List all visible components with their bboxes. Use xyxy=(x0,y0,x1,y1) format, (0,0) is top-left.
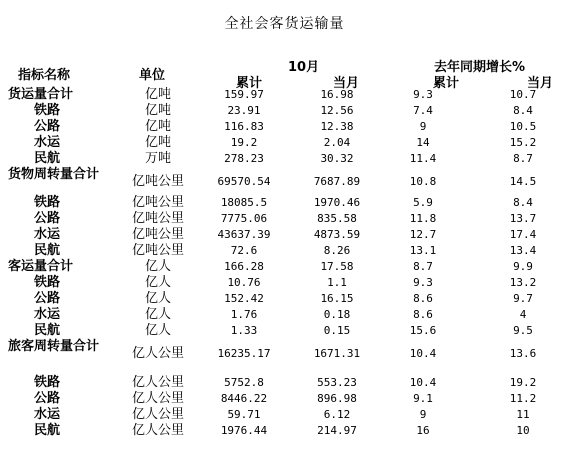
row-value-yoy-month: 8.7 xyxy=(513,152,533,165)
header-cumulative: 累计 xyxy=(236,76,263,91)
row-value-month: 553.23 xyxy=(317,376,357,389)
row-value-month: 12.38 xyxy=(320,120,354,133)
row-name: 公路 xyxy=(34,291,61,306)
row-name: 铁路 xyxy=(34,195,61,210)
row-value-yoy-month: 15.2 xyxy=(509,136,537,149)
row-name: 民航 xyxy=(34,243,61,258)
row-value-yoy-month: 19.2 xyxy=(509,376,537,389)
row-value-month: 1970.46 xyxy=(313,196,361,209)
row-name: 水运 xyxy=(34,227,61,242)
row-value-yoy-cum: 16 xyxy=(416,424,430,437)
row-value-cum: 7775.06 xyxy=(220,212,268,225)
row-unit: 亿吨 xyxy=(144,103,171,118)
row-value-cum: 159.97 xyxy=(224,88,264,101)
row-value-yoy-cum: 9.3 xyxy=(413,276,433,289)
row-value-cum: 152.42 xyxy=(224,292,264,305)
row-value-month: 896.98 xyxy=(317,392,357,405)
row-value-month: 835.58 xyxy=(317,212,357,225)
row-value-yoy-month: 8.4 xyxy=(513,104,533,117)
row-value-yoy-month: 9.9 xyxy=(513,260,533,273)
row-unit: 万吨 xyxy=(144,151,171,166)
row-unit: 亿人公里 xyxy=(131,346,184,361)
row-value-month: 1.1 xyxy=(327,276,347,289)
row-value-cum: 18085.5 xyxy=(220,196,268,209)
row-name: 客运量合计 xyxy=(8,259,74,274)
row-name: 民航 xyxy=(34,423,61,438)
row-value-yoy-month: 10 xyxy=(516,424,530,437)
row-value-cum: 166.28 xyxy=(224,260,264,273)
row-value-cum: 59.71 xyxy=(227,408,261,421)
row-unit: 亿吨公里 xyxy=(131,174,184,189)
row-value-yoy-month: 10.7 xyxy=(509,88,537,101)
header-unit: 单位 xyxy=(139,68,166,83)
row-value-yoy-cum: 9.3 xyxy=(413,88,433,101)
row-value-yoy-cum: 14 xyxy=(416,136,430,149)
row-unit: 亿人 xyxy=(144,275,171,290)
row-unit: 亿吨 xyxy=(144,119,171,134)
row-unit: 亿吨公里 xyxy=(131,243,184,258)
row-value-month: 8.26 xyxy=(323,244,351,257)
row-unit: 亿人公里 xyxy=(131,423,184,438)
row-name: 公路 xyxy=(34,119,61,134)
header-indicator: 指标名称 xyxy=(18,68,71,83)
row-value-yoy-month: 13.2 xyxy=(509,276,537,289)
row-name: 货运量合计 xyxy=(8,87,74,102)
header-month-group: 10月 xyxy=(288,60,320,75)
row-value-cum: 5752.8 xyxy=(224,376,264,389)
row-name: 铁路 xyxy=(34,375,61,390)
row-value-yoy-cum: 5.9 xyxy=(413,196,433,209)
row-value-month: 12.56 xyxy=(320,104,354,117)
row-value-cum: 10.76 xyxy=(227,276,261,289)
row-unit: 亿人公里 xyxy=(131,375,184,390)
row-value-month: 214.97 xyxy=(317,424,357,437)
row-value-yoy-cum: 15.6 xyxy=(409,324,437,337)
row-value-yoy-cum: 8.7 xyxy=(413,260,433,273)
row-value-cum: 1976.44 xyxy=(220,424,268,437)
row-value-month: 16.98 xyxy=(320,88,354,101)
row-name: 民航 xyxy=(34,151,61,166)
row-value-yoy-cum: 12.7 xyxy=(409,228,437,241)
row-unit: 亿人 xyxy=(144,323,171,338)
row-value-month: 0.15 xyxy=(323,324,351,337)
row-unit: 亿人公里 xyxy=(131,407,184,422)
row-value-yoy-cum: 9 xyxy=(419,408,427,421)
row-value-yoy-cum: 8.6 xyxy=(413,308,433,321)
row-value-yoy-month: 10.5 xyxy=(509,120,537,133)
row-name: 铁路 xyxy=(34,103,61,118)
row-value-month: 6.12 xyxy=(323,408,351,421)
row-value-cum: 1.76 xyxy=(230,308,258,321)
row-value-yoy-month: 13.7 xyxy=(509,212,537,225)
row-value-yoy-month: 8.4 xyxy=(513,196,533,209)
row-value-yoy-month: 9.7 xyxy=(513,292,533,305)
row-value-cum: 23.91 xyxy=(227,104,261,117)
row-unit: 亿吨 xyxy=(144,135,171,150)
row-value-month: 0.18 xyxy=(323,308,351,321)
row-value-cum: 16235.17 xyxy=(217,347,271,360)
row-name: 公路 xyxy=(34,391,61,406)
row-value-month: 30.32 xyxy=(320,152,354,165)
row-value-cum: 116.83 xyxy=(224,120,264,133)
row-value-month: 7687.89 xyxy=(313,175,361,188)
row-value-month: 16.15 xyxy=(320,292,354,305)
row-name: 民航 xyxy=(34,323,61,338)
row-value-cum: 72.6 xyxy=(230,244,258,257)
row-value-yoy-month: 13.6 xyxy=(509,347,537,360)
row-name: 水运 xyxy=(34,307,61,322)
header-current-month: 当月 xyxy=(333,76,360,91)
row-unit: 亿人 xyxy=(144,307,171,322)
row-value-yoy-month: 11 xyxy=(516,408,530,421)
row-name: 水运 xyxy=(34,407,61,422)
row-value-yoy-cum: 13.1 xyxy=(409,244,437,257)
row-name: 旅客周转量合计 xyxy=(8,339,100,354)
row-unit: 亿吨公里 xyxy=(131,211,184,226)
row-value-month: 1671.31 xyxy=(313,347,361,360)
row-unit: 亿人 xyxy=(144,259,171,274)
row-value-cum: 1.33 xyxy=(230,324,258,337)
page-title: 全社会客货运输量 xyxy=(224,16,345,32)
row-value-yoy-cum: 9 xyxy=(419,120,427,133)
row-unit: 亿吨公里 xyxy=(131,227,184,242)
row-value-yoy-cum: 8.6 xyxy=(413,292,433,305)
row-value-month: 4873.59 xyxy=(313,228,361,241)
row-value-cum: 278.23 xyxy=(224,152,264,165)
row-value-yoy-cum: 11.4 xyxy=(409,152,437,165)
row-value-cum: 8446.22 xyxy=(220,392,268,405)
header-yoy-current-month: 当月 xyxy=(527,76,554,91)
row-value-yoy-cum: 10.4 xyxy=(409,376,437,389)
row-value-yoy-cum: 7.4 xyxy=(413,104,433,117)
row-value-yoy-cum: 9.1 xyxy=(413,392,433,405)
row-unit: 亿吨 xyxy=(144,87,171,102)
row-value-cum: 43637.39 xyxy=(217,228,271,241)
row-value-yoy-cum: 10.4 xyxy=(409,347,437,360)
header-yoy-group: 去年同期增长% xyxy=(434,60,526,75)
row-value-yoy-cum: 10.8 xyxy=(409,175,437,188)
row-unit: 亿吨公里 xyxy=(131,195,184,210)
row-value-cum: 19.2 xyxy=(230,136,258,149)
row-value-yoy-cum: 11.8 xyxy=(409,212,437,225)
header-yoy-cumulative: 累计 xyxy=(433,76,460,91)
row-unit: 亿人公里 xyxy=(131,391,184,406)
row-unit: 亿人 xyxy=(144,291,171,306)
row-value-yoy-month: 4 xyxy=(519,308,527,321)
row-name: 公路 xyxy=(34,211,61,226)
row-value-cum: 69570.54 xyxy=(217,175,271,188)
row-name: 铁路 xyxy=(34,275,61,290)
row-name: 水运 xyxy=(34,135,61,150)
row-value-yoy-month: 9.5 xyxy=(513,324,533,337)
row-value-yoy-month: 11.2 xyxy=(509,392,537,405)
row-value-month: 2.04 xyxy=(323,136,351,149)
row-value-yoy-month: 17.4 xyxy=(509,228,537,241)
row-value-yoy-month: 13.4 xyxy=(509,244,537,257)
row-name: 货物周转量合计 xyxy=(8,167,100,182)
row-value-yoy-month: 14.5 xyxy=(509,175,537,188)
row-value-month: 17.58 xyxy=(320,260,354,273)
